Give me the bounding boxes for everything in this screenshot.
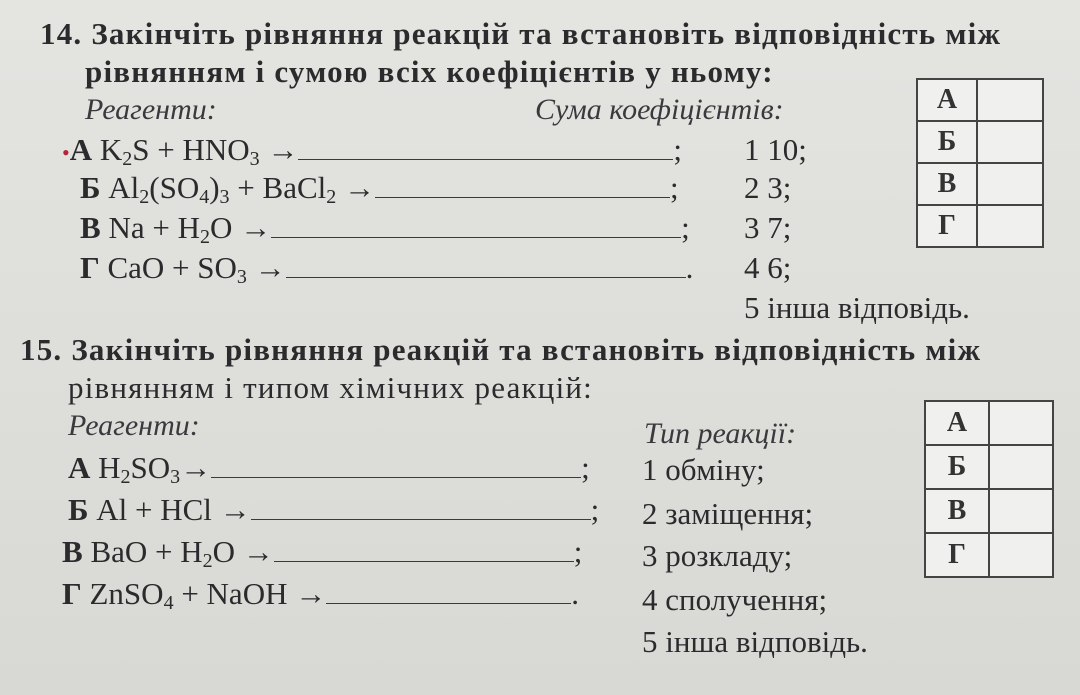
grid15-letter-g: Г	[925, 533, 989, 577]
task15-prompt-line1	[20, 332, 981, 368]
grid15-cell-b[interactable]	[989, 445, 1053, 489]
task14-answer-blank-v[interactable]	[271, 213, 681, 238]
task15-formula-b: Al + HCl →	[96, 492, 251, 527]
grid15-letter-a: А	[925, 401, 989, 445]
grid15-letter-b: Б	[925, 445, 989, 489]
task15-option-2: 2 заміщення;	[642, 496, 814, 531]
task15-option-1: 1 обміну;	[642, 452, 765, 487]
task14-letter-g: Г	[80, 250, 100, 285]
task15-end-g: .	[571, 576, 579, 611]
task15-end-v: ;	[573, 534, 583, 569]
task15-reagents-header: Реагенти:	[68, 409, 200, 442]
task14-option-4: 4 6;	[744, 250, 792, 285]
task15-prompt-text: Закінчіть рівняння реакцій та встановіть відповідність між	[71, 332, 982, 367]
grid14-cell-a[interactable]	[977, 79, 1043, 121]
task15-end-a: ;	[581, 450, 590, 485]
task14-end-a: ;	[673, 132, 682, 167]
red-dot-mark: •	[62, 140, 70, 165]
task14-formula-v: $Na + H_2O$ →	[108, 210, 272, 248]
grid15-cell-a[interactable]	[989, 401, 1053, 445]
task15-formula-v: BaO + $H_2O$ →	[90, 534, 274, 572]
task15-answers-header: Тип реакції:	[644, 417, 797, 450]
grid14-letter-v: В	[917, 163, 977, 205]
task14-answer-grid	[916, 78, 1044, 248]
task15-formula-g: ZnSO$_4$ + NaOH →	[89, 576, 327, 614]
task14-number: 14.	[40, 16, 83, 51]
task14-letter-v: В	[80, 210, 101, 245]
task15-letter-v: В	[62, 534, 83, 569]
task15-answer-blank-v[interactable]	[274, 537, 574, 562]
task15-letter-a: А	[68, 450, 91, 485]
task14-formula-g: CaO + $SO_3$ →	[107, 250, 286, 288]
grid14-cell-b[interactable]	[977, 121, 1043, 163]
task14-option-5: 5 інша відповідь.	[744, 290, 970, 325]
grid15-cell-v[interactable]	[989, 489, 1053, 533]
task14-letter-a: А	[69, 132, 93, 167]
task14-equation-g	[80, 250, 693, 286]
grid14-letter-a: А	[917, 79, 977, 121]
task15-end-b: ;	[590, 492, 600, 527]
task15-option-3: 3 розкладу;	[642, 538, 793, 573]
task14-answer-blank-b[interactable]	[375, 173, 670, 198]
task15-equation-v	[62, 534, 582, 570]
task15-equation-b	[68, 492, 599, 528]
task15-option-4: 4 сполучення;	[642, 582, 828, 617]
task14-answer-blank-a[interactable]	[298, 135, 673, 160]
task14-prompt-text: Закінчіть рівняння реакцій та встановіть відповідність між	[91, 16, 1002, 51]
task15-answer-blank-g[interactable]	[326, 579, 571, 604]
grid15-letter-v: В	[925, 489, 989, 533]
grid14-letter-b: Б	[917, 121, 977, 163]
task14-option-2: 2 3;	[744, 170, 792, 205]
task14-reagents-header: Реагенти:	[85, 93, 217, 126]
grid14-letter-g: Г	[917, 205, 977, 247]
task15-answer-blank-a[interactable]	[211, 453, 581, 478]
task14-equation-b	[80, 170, 679, 206]
task15-option-5: 5 інша відповідь.	[642, 624, 868, 659]
task14-letter-b: Б	[80, 170, 101, 205]
task14-end-v: ;	[681, 210, 690, 245]
grid14-cell-g[interactable]	[977, 205, 1043, 247]
task15-equation-g	[62, 576, 579, 612]
task15-answer-grid	[924, 400, 1054, 578]
task14-end-b: ;	[670, 170, 679, 205]
task14-prompt-line2: рівнянням і сумою всіх коефіцієнтів у ньому:	[85, 54, 774, 89]
task14-prompt-line1	[40, 16, 1001, 52]
task15-prompt-line2: рівнянням і типом хімічних реакцій:	[68, 370, 593, 405]
task14-formula-a: $K_2S + HNO_3$ →	[99, 132, 299, 170]
task14-option-3: 3 7;	[744, 210, 792, 245]
task15-number: 15.	[20, 332, 63, 367]
task14-answer-blank-g[interactable]	[286, 253, 686, 278]
task15-letter-g: Г	[62, 576, 82, 611]
task15-letter-b: Б	[68, 492, 89, 527]
task15-equation-a	[68, 450, 590, 486]
task14-option-1: 1 10;	[744, 132, 807, 167]
task14-equation-v	[80, 210, 690, 246]
task14-end-g: .	[685, 250, 694, 285]
task15-formula-a: $H_2SO_3\to$	[98, 450, 212, 488]
task15-answer-blank-b[interactable]	[251, 495, 591, 520]
grid14-cell-v[interactable]	[977, 163, 1043, 205]
grid15-cell-g[interactable]	[989, 533, 1053, 577]
task14-formula-b: $Al_2(SO_4)_3$ + BaCl$_2$ →	[108, 170, 375, 208]
task14-answers-header: Сума коефіцієнтів:	[535, 93, 784, 126]
task14-equation-a	[62, 132, 682, 171]
